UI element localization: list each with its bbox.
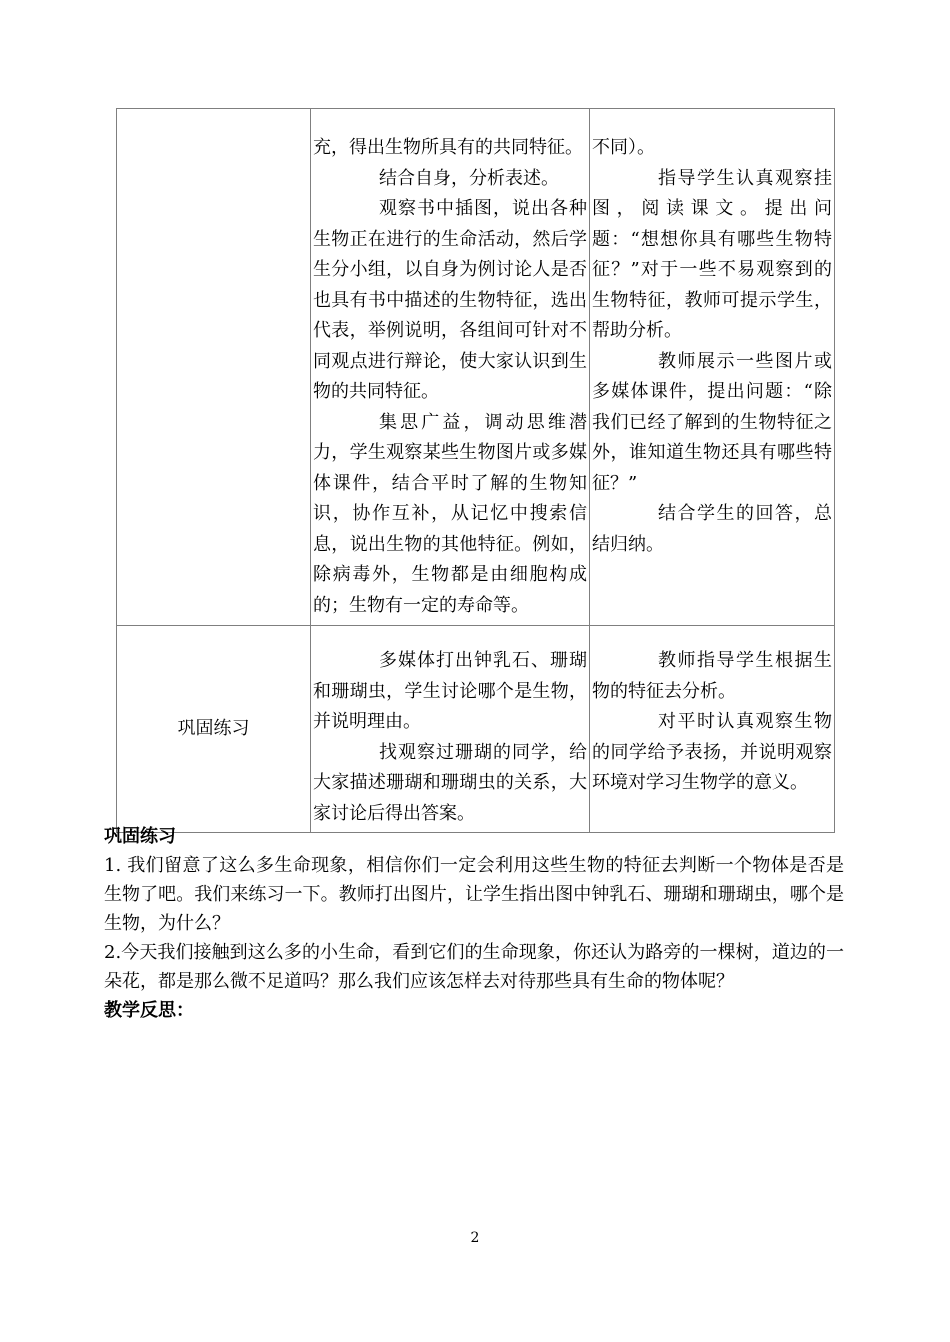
student-activity-cell: [311, 109, 590, 626]
student-paragraph: 多媒体打出钟乳石、珊瑚和珊瑚虫，学生讨论哪个是生物，并说明理由。: [313, 650, 587, 732]
exercise-item: 2.今天我们接触到这么多的小生命，看到它们的生命现象，你还认为路旁的一棵树，道边的一朵花，都是那么微不足道吗？那么我们应该怎样去对待那些具有生命的物体呢？: [104, 942, 844, 992]
teacher-paragraph: 不同）。: [592, 137, 655, 158]
exercise-heading: 巩固练习: [104, 826, 176, 847]
student-paragraph: 观察书中插图，说出各种生物正在进行的生命活动，然后学生分小组，以自身为例讨论人是否也具有书中描述的生物特征，选出代表，举例说明，各组间可针对不同观点进行辩论，使大家认识到生物的共同特征。: [313, 198, 587, 402]
lesson-table: [116, 108, 835, 833]
teacher-paragraph: 结合学生的回答，总结归纳。: [592, 503, 832, 555]
teacher-paragraph: 教师指导学生根据生物的特征去分析。: [592, 650, 832, 702]
student-activity-cell: [311, 626, 590, 833]
teacher-paragraph: 教师展示一些图片或多媒体课件，提出问题：“除我们已经了解到的生物特征之外，谁知道生物还具有哪些特征？”: [592, 350, 832, 494]
page-number: 2: [470, 1230, 480, 1246]
reflection-heading: 教学反思：: [104, 1000, 194, 1021]
student-paragraph: 结合自身，分析表述。: [379, 167, 559, 189]
exercise-section: [104, 822, 844, 1025]
student-paragraph: 充，得出生物所具有的共同特征。: [313, 137, 583, 158]
stage-label-cell: [117, 109, 311, 626]
teacher-paragraph: 对平时认真观察生物的同学给予表扬，并说明观察环境对学习生物学的意义。: [592, 711, 832, 793]
exercise-item: 1. 我们留意了这么多生命现象，相信你们一定会利用这些生物的特征去判断一个物体是否是生物了吧。我们来练习一下。教师打出图片，让学生指出图中钟乳石、珊瑚和珊瑚虫，哪个是生物，为什么？: [104, 855, 844, 934]
teacher-paragraph: 指导学生认真观察挂图，阅读课文。提出问题：“想想你具有哪些生物特征？”对于一些不易观察到的生物特征，教师可提示学生，帮助分析。: [592, 167, 832, 341]
student-paragraph: 集思广益，调动思维潜力，学生观察某些生物图片或多媒体课件，结合平时了解的生物知识，协作互补，从记忆中搜索信息，说出生物的其他特征。例如，除病毒外，生物都是由细胞构成的；生物有一定的寿命等。: [313, 411, 587, 616]
teacher-activity-cell: [590, 626, 835, 833]
student-paragraph: 找观察过珊瑚的同学，给大家描述珊瑚和珊瑚虫的关系，大家讨论后得出答案。: [313, 741, 587, 824]
table-row: [117, 109, 835, 626]
teacher-activity-cell: [590, 109, 835, 626]
table-row: [117, 626, 835, 833]
stage-label-cell: 巩固练习: [117, 626, 311, 833]
